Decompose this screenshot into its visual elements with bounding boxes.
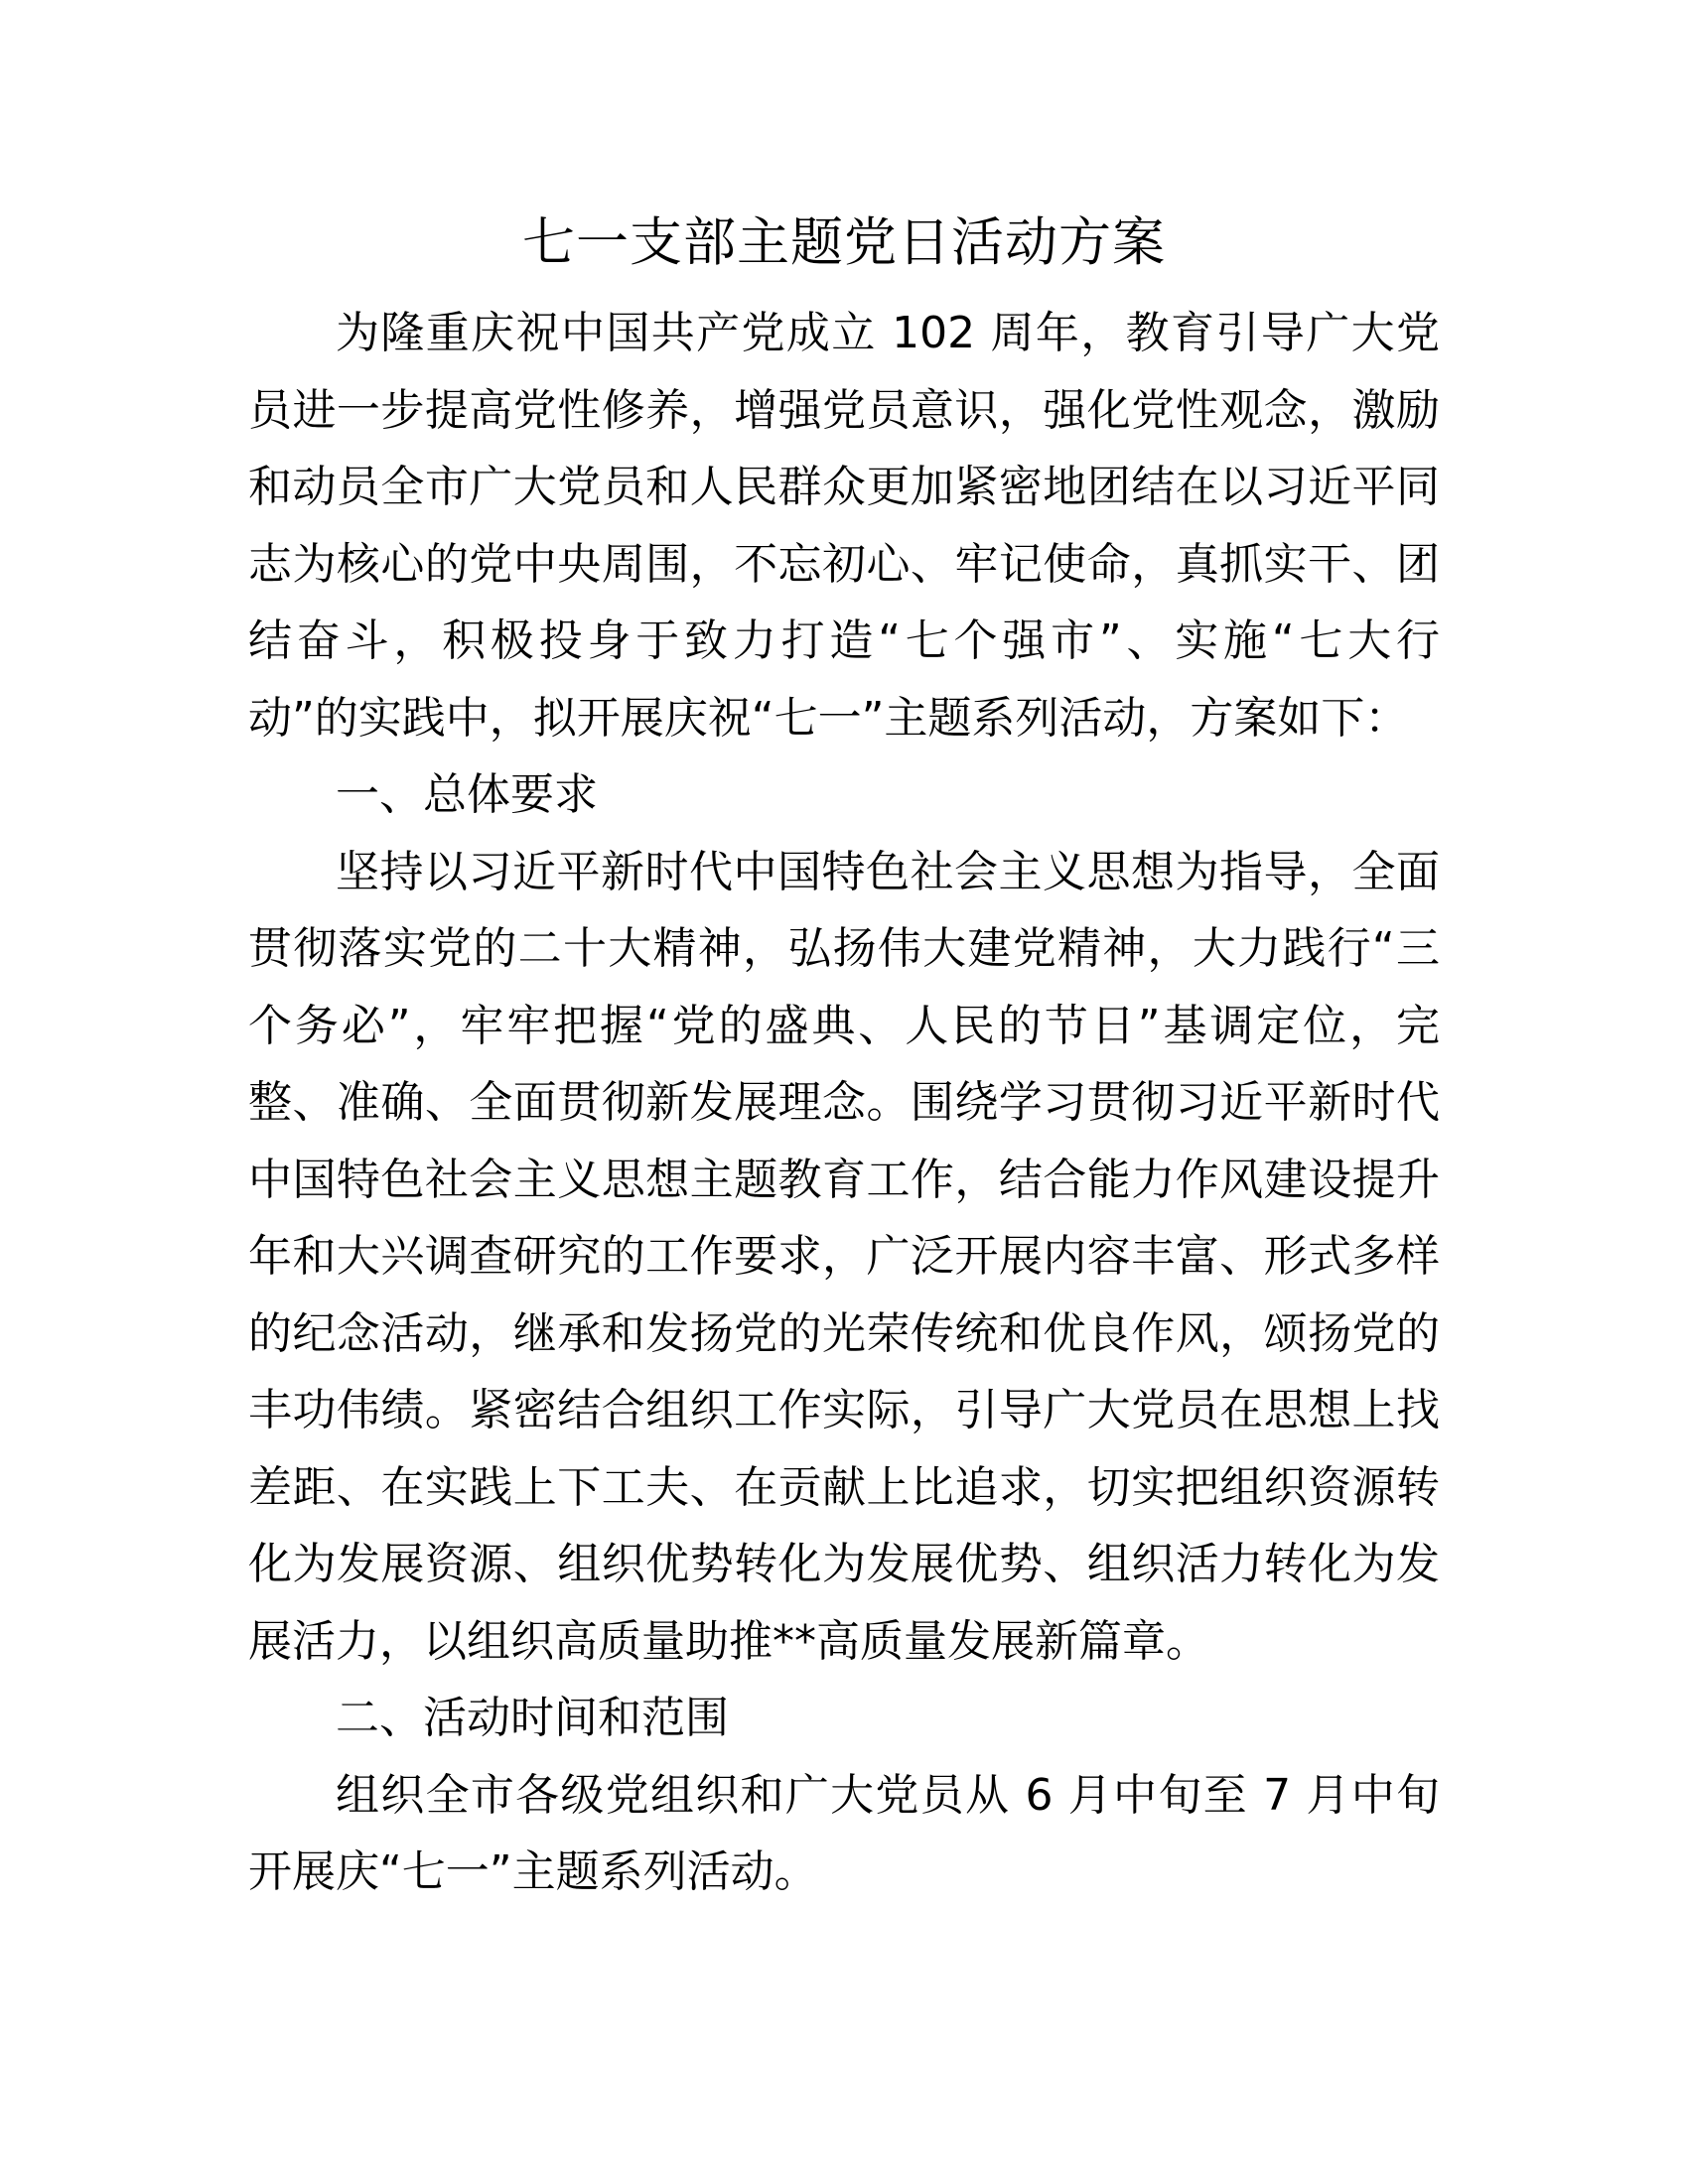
- intro-line: 动”的实践中，拟开展庆祝“七一”主题系列活动，方案如下：: [248, 692, 1409, 744]
- body-line: 中国特色社会主义思想主题教育工作，结合能力作风建设提升: [248, 1154, 1440, 1205]
- body-line: 组织全市各级党组织和广大党员从 6 月中旬至 7 月中旬: [336, 1769, 1440, 1821]
- section-heading-general-requirements: 一、总体要求: [336, 769, 598, 820]
- body-line: 坚持以习近平新时代中国特色社会主义思想为指导，全面: [336, 846, 1440, 897]
- intro-line: 员进一步提高党性修养，增强党员意识，强化党性观念，激励: [248, 384, 1440, 436]
- body-line: 的纪念活动，继承和发扬党的光荣传统和优良作风，颂扬党的: [248, 1307, 1440, 1359]
- body-line: 贯彻落实党的二十大精神，弘扬伟大建党精神，大力践行“三: [248, 923, 1440, 974]
- intro-line: 和动员全市广大党员和人民群众更加紧密地团结在以习近平同: [248, 462, 1440, 512]
- body-line: 整、准确、全面贯彻新发展理念。围绕学习贯彻习近平新时代: [248, 1077, 1440, 1128]
- intro-paragraph: [248, 295, 1440, 756]
- body-line: 展活力，以组织高质量助推**高质量发展新篇章。: [248, 1615, 1209, 1667]
- document-title: 七一支部主题党日活动方案: [522, 212, 1166, 273]
- intro-line: 为隆重庆祝中国共产党成立 102 周年，教育引导广大党: [336, 308, 1440, 358]
- intro-line: 结奋斗，积极投身于致力打造“七个强市”、实施“七大行: [248, 615, 1440, 666]
- document-page: [248, 194, 1440, 1911]
- intro-line: 志为核心的党中央周围，不忘初心、牢记使命，真抓实干、团: [248, 538, 1440, 590]
- body-line: 年和大兴调查研究的工作要求，广泛开展内容丰富、形式多样: [248, 1231, 1440, 1282]
- body-line: 差距、在实践上下工夫、在贡献上比追求，切实把组织资源转: [248, 1461, 1440, 1513]
- general-requirements-paragraph: [248, 834, 1440, 1681]
- body-line: 开展庆“七一”主题系列活动。: [248, 1846, 818, 1897]
- body-line: 化为发展资源、组织优势转化为发展优势、组织活力转化为发: [248, 1539, 1440, 1589]
- body-line: 丰功伟绩。紧密结合组织工作实际，引导广大党员在思想上找: [248, 1385, 1440, 1435]
- body-line: 个务必”，牢牢把握“党的盛典、人民的节日”基调定位，完: [248, 1000, 1440, 1051]
- time-and-scope-paragraph: [248, 1757, 1440, 1911]
- section-heading-time-and-scope: 二、活动时间和范围: [336, 1693, 729, 1743]
